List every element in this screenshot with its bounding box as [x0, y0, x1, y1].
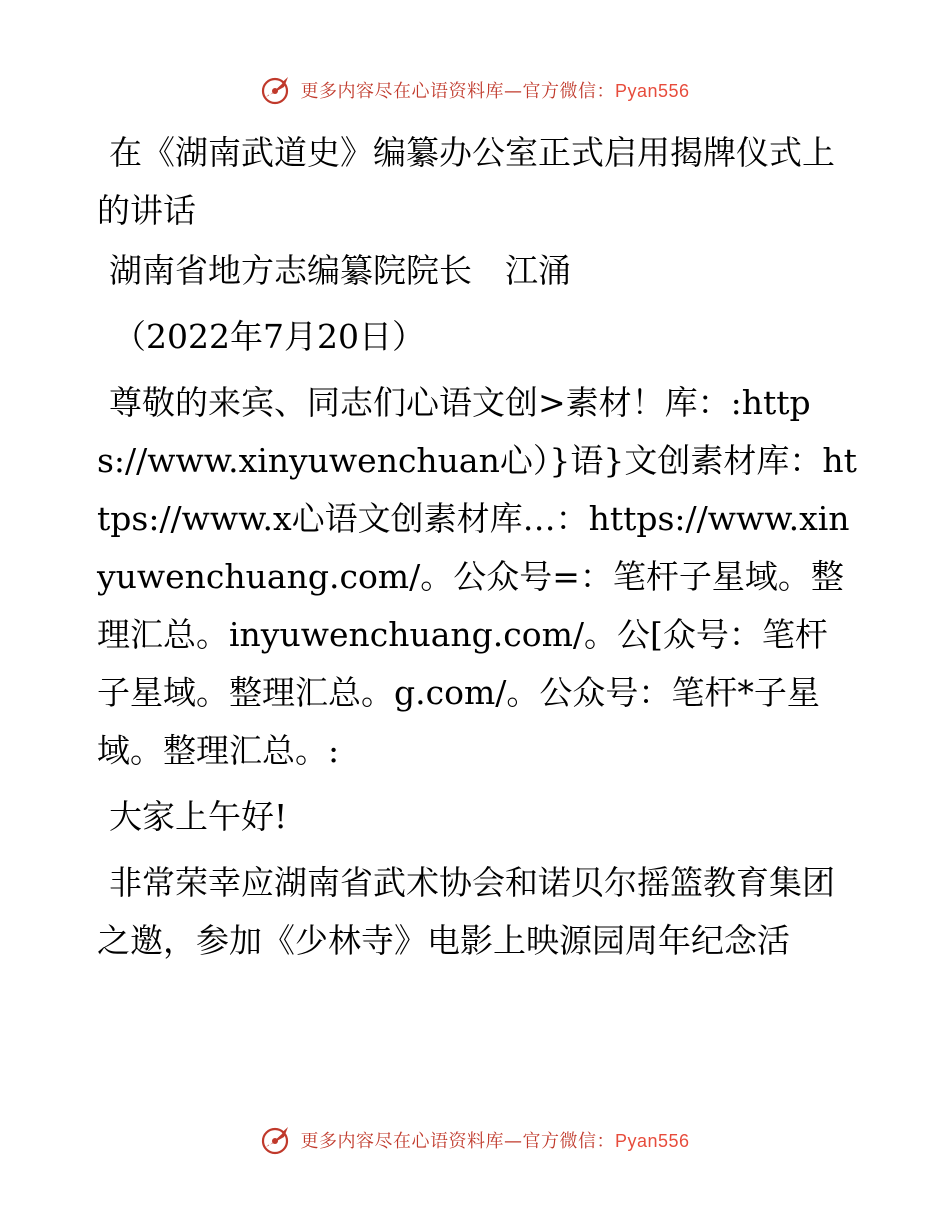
watermark-wechat-id: Pyan556: [614, 1131, 690, 1151]
quill-circle-icon: [260, 73, 294, 107]
document-title: 在《湖南武道史》编纂办公室正式启用揭牌仪式上的讲话: [97, 133, 835, 230]
watermark-main-text: 更多内容尽在心语资料库: [300, 81, 504, 102]
watermark-main-text: 更多内容尽在心语资料库: [300, 1131, 504, 1152]
quill-circle-icon: [260, 1123, 294, 1157]
watermark-wechat-label: 官方微信：: [522, 1131, 615, 1152]
watermark-text: [300, 77, 689, 103]
paragraph-morning: 大家上午好!: [109, 797, 288, 836]
watermark-text-bottom: [300, 1127, 689, 1153]
watermark-wechat-id: Pyan556: [614, 81, 690, 101]
watermark-header-top: [0, 70, 950, 110]
watermark-separator: —: [503, 81, 523, 102]
watermark-header-bottom: [0, 1120, 950, 1160]
watermark-separator: —: [503, 1131, 523, 1152]
watermark-inner: [260, 73, 689, 107]
paragraph-body: 非常荣幸应湖南省武术协会和诺贝尔摇篮教育集团之邀，参加《少林寺》电影上映源园周年纪念活: [97, 863, 835, 960]
document-author: 湖南省地方志编纂院院长 江涌: [109, 251, 571, 290]
watermark-inner-bottom: [260, 1123, 689, 1157]
paragraph-greeting: 尊敬的来宾、同志们心语文创>素材！库：:https://www.xinyuwenchuan心）}语}文创素材库：https://www.x心语文创素材库…：https://www.xinyuwenchuang.com/。公众号=：笔杆子星域。整理汇总。inyuwenchuang.com/。公[众号：笔杆子星域。整理汇总。g.com/。公众号：笔杆*子星域。整理汇总。:: [97, 383, 857, 770]
document-body: [97, 124, 857, 970]
watermark-wechat-label: 官方微信：: [522, 81, 615, 102]
document-date: （2022年7月20日）: [113, 317, 425, 356]
